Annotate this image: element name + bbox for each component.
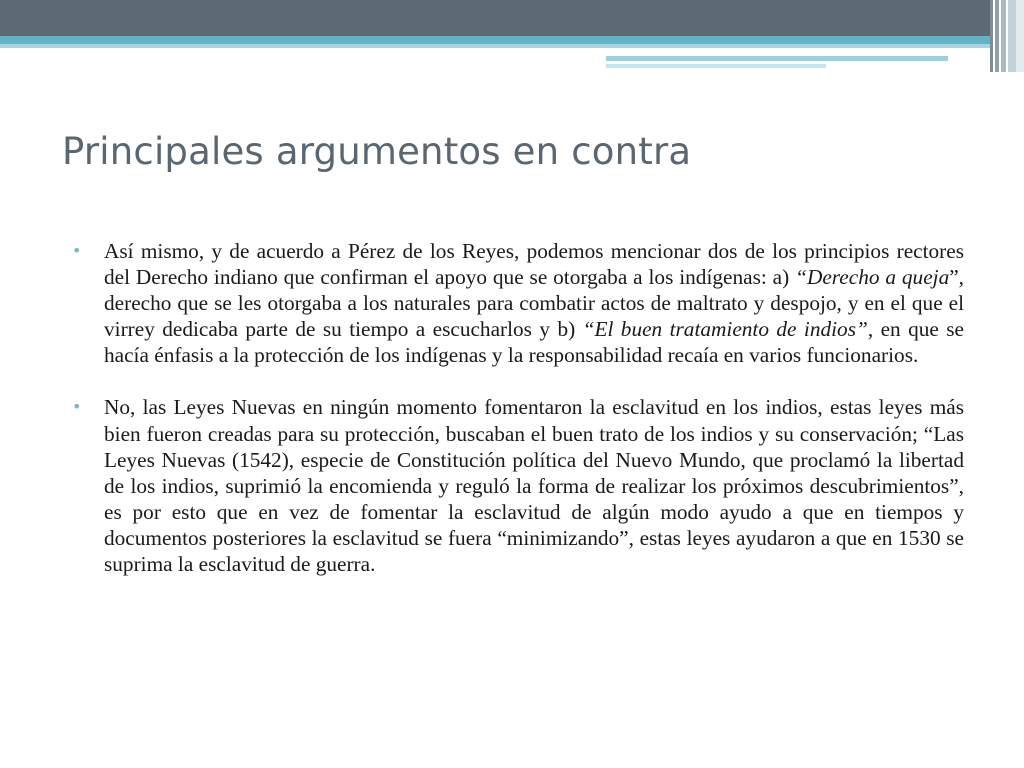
accent-stripe bbox=[606, 56, 948, 61]
bullet-dot-icon: • bbox=[72, 397, 82, 417]
bullet-text-italic: “Derecho a queja bbox=[795, 265, 950, 290]
decorative-pillar bbox=[990, 0, 1024, 72]
header-stripe bbox=[0, 36, 990, 44]
bullet-item bbox=[70, 394, 964, 577]
bullet-dot-icon: • bbox=[72, 241, 82, 260]
bullet-item bbox=[70, 238, 964, 368]
header-band bbox=[0, 0, 1024, 36]
accent-stripe-short bbox=[606, 64, 826, 68]
bullet-text: , en que se hacía énfasis a la protección de los indígenas y la responsabilidad recaía en varios funcionarios. bbox=[104, 317, 965, 368]
bullet-text: Así mismo, y de acuerdo a Pérez de los Reyes, podemos mencionar dos de los principios rectores del Derecho indiano que confirman el apoyo que se otorgaba a los indígenas: a) bbox=[104, 239, 964, 290]
header-stripe-light bbox=[0, 44, 990, 48]
bullet-text: No, las Leyes Nuevas en ningún momento fomentaron la esclavitud en los indios, estas leyes más bien fueron creadas para su protección, buscaban el buen trato de los indios y su conservación; “Las Leyes Nuevas (1542), especie de Constitución política del Nuevo Mundo, que proclamó la libertad de los indios, suprimió la encomienda y reguló la forma de realizar los próximos descubrimientos”, es por esto que en vez de fomentar la esclavitud de algún modo ayudo a que en tiempos y documentos posteriores la esclavitud se fuera “minimizando”, estas leyes ayudaron a que en 1530 se suprima la esclavitud de guerra. bbox=[104, 395, 964, 577]
bullet-text: ”, derecho que se les otorgaba a los naturales para combatir actos de maltrato y despojo, y en el que el virrey dedicaba parte de su tiempo a escucharlos y b) bbox=[104, 265, 964, 342]
slide-body bbox=[70, 238, 964, 603]
slide-title: Principales argumentos en contra bbox=[62, 130, 692, 173]
bullet-text-italic: “El buen tratamiento de indios” bbox=[582, 317, 868, 342]
